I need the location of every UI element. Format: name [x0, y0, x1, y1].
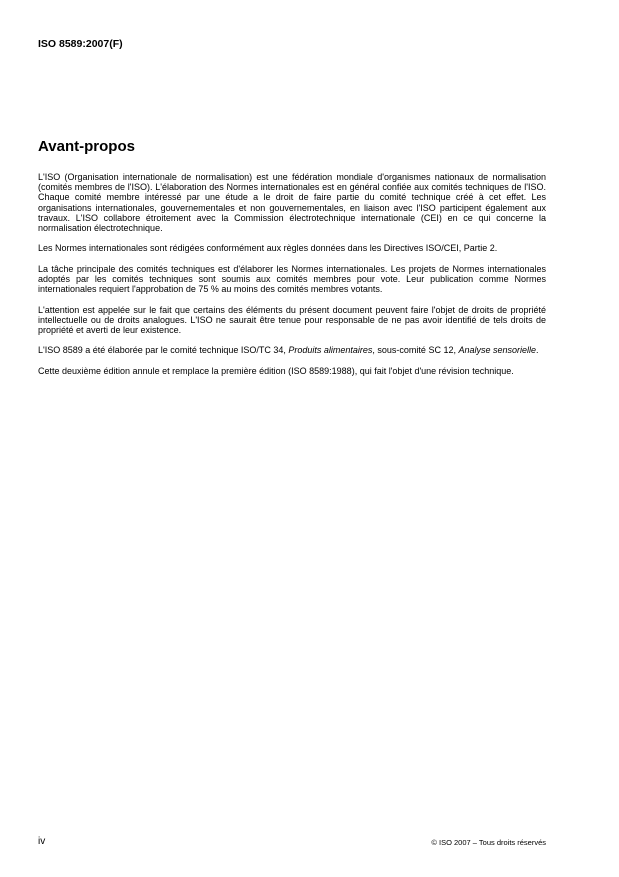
- paragraph-1: L'ISO (Organisation internationale de normalisation) est une fédération mondiale d'organismes nationaux de normalisation (comités membres de l'ISO). L'élaboration des Normes internationales est en général confiée aux comités techniques de l'ISO. Chaque comité membre intéressé par une étude a le droit de faire partie du comité technique créé à cet effet. Les organisations internationales, gouvernementales et non gouvernementales, en liaison avec l'ISO participent également aux travaux. L'ISO collabore étroitement avec la Commission électrotechnique internationale (CEI) en ce qui concerne la normalisation électrotechnique.: [38, 172, 546, 234]
- document-id: ISO 8589:2007(F): [38, 38, 123, 50]
- paragraph-2: Les Normes internationales sont rédigées conformément aux règles données dans les Directives ISO/CEI, Partie 2.: [38, 243, 498, 254]
- paragraph-5: [38, 345, 546, 355]
- subcommittee-name: Analyse sensorielle: [458, 345, 537, 356]
- paragraph-5-text-1: L'ISO 8589 a été élaborée par le comité technique ISO/TC 34,: [38, 345, 289, 356]
- page-title: Avant-propos: [38, 138, 135, 155]
- foreword-body: [38, 172, 546, 386]
- paragraph-4: L'attention est appelée sur le fait que certains des éléments du présent document peuvent faire l'objet de droits de propriété intellectuelle ou de droits analogues. L'ISO ne saurait être tenue pour responsable de ne pas avoir identifié de tels droits de propriété et averti de leur existence.: [38, 304, 546, 335]
- committee-name: Produits alimentaires: [288, 345, 373, 356]
- paragraph-6: Cette deuxième édition annule et remplace la première édition (ISO 8589:1988), qui fait l'objet d'une révision technique.: [38, 365, 514, 376]
- paragraph-5-text-2: , sous-comité SC 12,: [372, 345, 459, 356]
- paragraph-3: La tâche principale des comités techniques est d'élaborer les Normes internationales. Les projets de Normes internationales adoptés par les comités techniques sont soumis aux comités membres pour vote. Leur publication comme Normes internationales requiert l'approbation de 75 % au moins des comités membres votants.: [38, 263, 546, 295]
- copyright-notice: © ISO 2007 – Tous droits réservés: [431, 838, 546, 847]
- paragraph-5-text-3: .: [536, 345, 539, 356]
- page-number: iv: [38, 836, 46, 847]
